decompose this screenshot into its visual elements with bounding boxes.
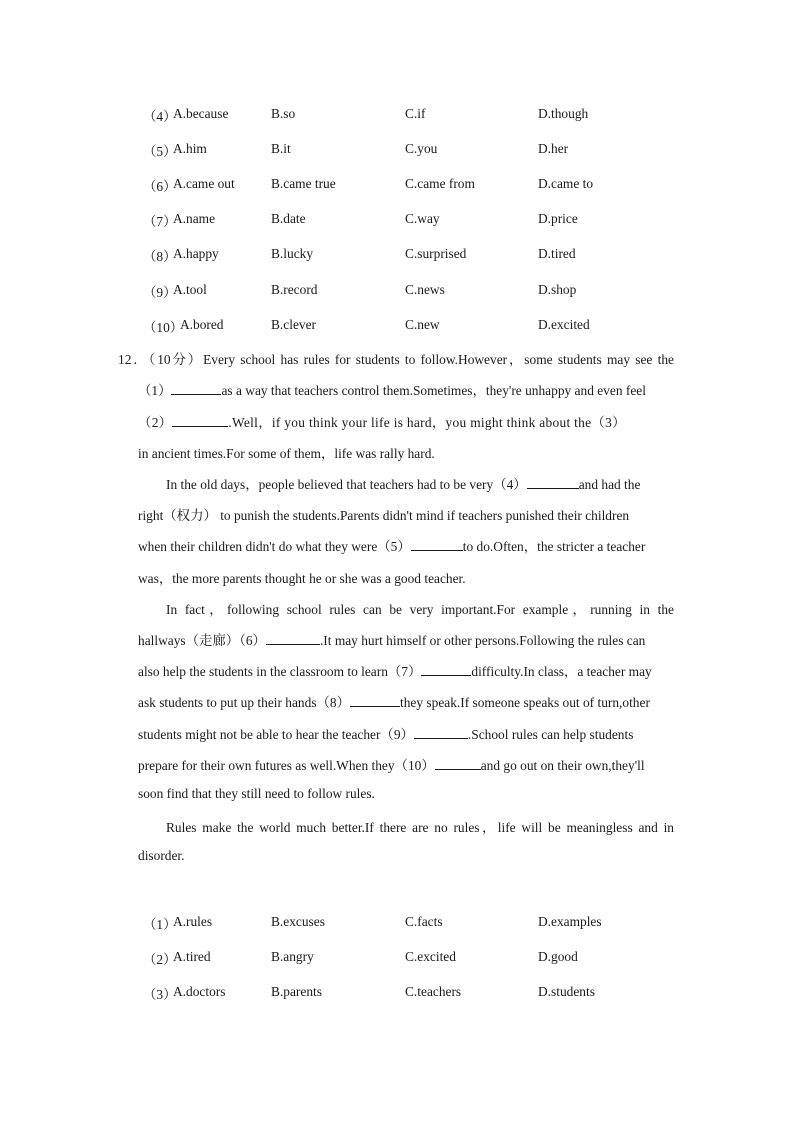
option-row	[0, 141, 794, 161]
passage-text: when their children didn't do what they were（5）	[138, 539, 411, 554]
passage-text: right（权力） to punish the students.Parents didn't mind if teachers punished their children	[138, 508, 630, 523]
option-d: D.excited	[538, 317, 590, 332]
option-b: B.date	[271, 211, 306, 226]
option-row	[0, 246, 794, 266]
option-c: C.new	[405, 317, 440, 332]
blank-number: （2）	[138, 415, 173, 430]
passage-line	[138, 505, 674, 525]
passage-text: disorder.	[138, 848, 185, 863]
passage-text: and had the	[578, 477, 641, 492]
passage-text: In fact，following school rules can be very important.For example，running in the	[166, 602, 674, 617]
passage-line	[138, 724, 674, 744]
option-c: C.facts	[405, 914, 443, 929]
option-b: B.it	[271, 141, 291, 156]
answer-blank-2[interactable]	[172, 414, 228, 427]
option-d: D.came to	[538, 176, 594, 191]
option-row	[0, 317, 794, 337]
option-a: A.happy	[173, 246, 219, 261]
option-c: C.surprised	[405, 246, 467, 261]
passage-text: was，the more parents thought he or she was a good teacher.	[138, 571, 466, 586]
option-row	[0, 914, 794, 934]
question-score: （10分）	[148, 352, 204, 367]
option-row	[0, 282, 794, 302]
option-a: A.doctors	[173, 984, 226, 999]
question-12-first-line	[118, 349, 674, 369]
answer-blank-10[interactable]	[435, 757, 481, 770]
option-c: C.news	[405, 282, 445, 297]
option-c: C.way	[405, 211, 440, 226]
passage-text: prepare for their own futures as well.When they（10）	[138, 758, 435, 773]
option-c: C.teachers	[405, 984, 462, 999]
passage-text: and go out on their own,they'll	[480, 758, 645, 773]
option-a: A.name	[173, 211, 216, 226]
option-number: （6）	[143, 179, 177, 194]
option-d: D.price	[538, 211, 578, 226]
passage-line	[166, 817, 674, 837]
passage-text: .It may hurt himself or other persons.Following the rules can	[319, 633, 646, 648]
option-d: D.tired	[538, 246, 576, 261]
option-a: A.tool	[173, 282, 207, 297]
option-number: （3）	[143, 987, 177, 1002]
option-b: B.excuses	[271, 914, 325, 929]
passage-text: Rules make the world much better.If there are no rules，life will be meaningless and in	[166, 820, 674, 835]
passage-line	[138, 755, 674, 775]
option-b: B.parents	[271, 984, 322, 999]
option-c: C.you	[405, 141, 438, 156]
option-number: （10）	[143, 320, 184, 335]
option-a: A.bored	[180, 317, 224, 332]
passage-text: In the old days，people believed that teachers had to be very（4）	[166, 477, 527, 492]
option-a: A.tired	[173, 949, 211, 964]
answer-blank-1[interactable]	[171, 382, 221, 395]
option-row	[0, 106, 794, 126]
option-row	[0, 211, 794, 231]
passage-text: students might not be able to hear the teacher（9）	[138, 727, 414, 742]
option-number: （1）	[143, 917, 177, 932]
option-number: （9）	[143, 285, 177, 300]
passage-line	[138, 630, 674, 650]
option-d: D.shop	[538, 282, 577, 297]
option-number: （4）	[143, 109, 177, 124]
passage-line	[138, 380, 674, 400]
passage-text: as a way that teachers control them.Sometimes，they're unhappy and even feel	[221, 383, 646, 398]
option-d: D.though	[538, 106, 589, 121]
passage-line	[166, 474, 674, 494]
option-number: （5）	[143, 144, 177, 159]
passage-line	[138, 536, 674, 556]
option-row	[0, 984, 794, 1004]
option-row	[0, 176, 794, 196]
option-number: （2）	[143, 952, 177, 967]
option-d: D.students	[538, 984, 595, 999]
passage-text: in ancient times.For some of them，life was rally hard.	[138, 446, 435, 461]
option-b: B.came true	[271, 176, 336, 191]
option-a: A.came out	[173, 176, 235, 191]
answer-blank-9[interactable]	[414, 726, 468, 739]
passage-text: .School rules can help students	[467, 727, 634, 742]
answer-blank-7[interactable]	[421, 663, 471, 676]
option-a: A.rules	[173, 914, 213, 929]
passage-line	[138, 786, 674, 806]
option-b: B.record	[271, 282, 318, 297]
passage-text: difficulty.In class，a teacher may	[471, 664, 652, 679]
passage-text: .Well，if you think your life is hard，you might think about the（3）	[228, 415, 626, 430]
passage-line	[138, 692, 674, 712]
passage-text: soon find that they still need to follow rules.	[138, 786, 375, 801]
passage-line	[138, 412, 674, 432]
option-c: C.if	[405, 106, 426, 121]
option-b: B.angry	[271, 949, 314, 964]
option-d: D.her	[538, 141, 569, 156]
passage-text: hallways（走廊）（6）	[138, 633, 266, 648]
option-c: C.came from	[405, 176, 475, 191]
option-b: B.lucky	[271, 246, 314, 261]
answer-blank-8[interactable]	[350, 694, 400, 707]
passage-text: also help the students in the classroom to learn（7）	[138, 664, 422, 679]
passage-text: to do.Often，the stricter a teacher	[462, 539, 646, 554]
passage-line	[138, 848, 674, 868]
option-b: B.clever	[271, 317, 316, 332]
answer-blank-4[interactable]	[527, 476, 579, 489]
passage-text: ask students to put up their hands（8）	[138, 695, 351, 710]
passage-line	[166, 599, 674, 619]
passage-text: they speak.If someone speaks out of turn,other	[400, 695, 650, 710]
answer-blank-5[interactable]	[411, 538, 463, 551]
option-row	[0, 949, 794, 969]
passage-line	[138, 661, 674, 681]
option-a: A.him	[173, 141, 207, 156]
option-b: B.so	[271, 106, 296, 121]
option-c: C.excited	[405, 949, 456, 964]
blank-number: （1）	[138, 383, 172, 398]
passage-line	[138, 568, 674, 588]
option-a: A.because	[173, 106, 229, 121]
passage-text: Every school has rules for students to follow.However，some students may see the	[203, 352, 674, 367]
option-d: D.examples	[538, 914, 602, 929]
question-number: 12．	[118, 352, 149, 367]
option-number: （8）	[143, 249, 177, 264]
option-d: D.good	[538, 949, 578, 964]
option-number: （7）	[143, 214, 177, 229]
answer-blank-6[interactable]	[266, 632, 320, 645]
passage-line	[138, 443, 674, 463]
